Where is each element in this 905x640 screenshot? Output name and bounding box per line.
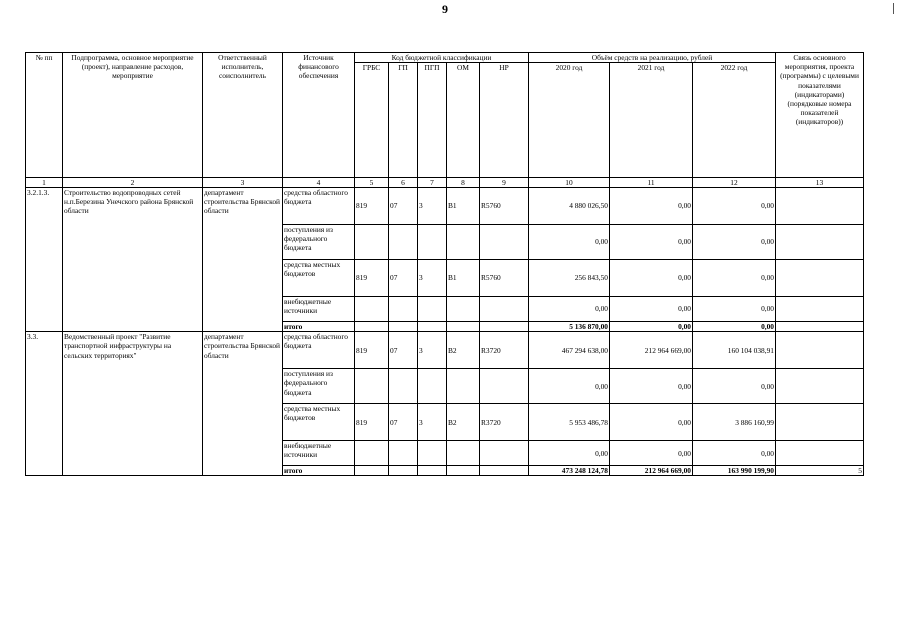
code-grbs: 819 xyxy=(355,332,389,369)
empty-code-cell xyxy=(480,322,529,332)
table-row xyxy=(26,332,864,369)
item-number: 3.2.1.3. xyxy=(26,188,63,332)
empty-code-cell xyxy=(447,322,480,332)
total-2020: 473 248 124,78 xyxy=(529,466,610,476)
amount-2022: 0,00 xyxy=(693,369,776,404)
amount-2022: 0,00 xyxy=(693,297,776,322)
code-pgp: 3 xyxy=(418,260,447,297)
header-no: № пп xyxy=(26,53,63,178)
total-2020: 5 136 870,00 xyxy=(529,322,610,332)
code-om: В1 xyxy=(447,188,480,225)
header-om: ОМ xyxy=(447,63,480,178)
total-indicator-link xyxy=(776,322,864,332)
total-2022: 0,00 xyxy=(693,322,776,332)
amount-2021: 0,00 xyxy=(610,369,693,404)
code-om xyxy=(447,225,480,260)
code-om: В2 xyxy=(447,332,480,369)
budget-table xyxy=(25,52,864,476)
amount-2020: 256 843,50 xyxy=(529,260,610,297)
amount-2020: 0,00 xyxy=(529,225,610,260)
column-number: 4 xyxy=(283,178,355,188)
indicator-link xyxy=(776,404,864,441)
amount-2020: 467 294 638,00 xyxy=(529,332,610,369)
column-number: 9 xyxy=(480,178,529,188)
code-gp xyxy=(389,225,418,260)
funding-source: средства областного бюджета xyxy=(283,332,355,369)
amount-2021: 0,00 xyxy=(610,225,693,260)
header-source: Источник финансового обеспечения xyxy=(283,53,355,178)
header-program: Подпрограмма, основное мероприятие (проект), направление расходов, мероприятие xyxy=(63,53,203,178)
header-row-1 xyxy=(26,53,864,63)
amount-2021: 0,00 xyxy=(610,260,693,297)
indicator-link xyxy=(776,369,864,404)
code-pgp: 3 xyxy=(418,188,447,225)
code-om xyxy=(447,441,480,466)
amount-2022: 0,00 xyxy=(693,225,776,260)
column-number: 5 xyxy=(355,178,389,188)
header-gp: ГП xyxy=(389,63,418,178)
empty-code-cell xyxy=(389,466,418,476)
total-2021: 212 964 669,00 xyxy=(610,466,693,476)
item-name: Ведомственный проект "Развитие транспортной инфраструктуры на сельских территориях" xyxy=(63,332,203,476)
code-gp: 07 xyxy=(389,404,418,441)
amount-2022: 0,00 xyxy=(693,188,776,225)
code-np xyxy=(480,441,529,466)
empty-code-cell xyxy=(447,466,480,476)
amount-2022: 160 104 038,91 xyxy=(693,332,776,369)
funding-source: внебюджетные источники xyxy=(283,297,355,322)
table-row xyxy=(26,188,864,225)
header-2021: 2021 год xyxy=(610,63,693,178)
code-np: R3720 xyxy=(480,404,529,441)
amount-2022: 3 886 160,99 xyxy=(693,404,776,441)
amount-2022: 0,00 xyxy=(693,260,776,297)
code-gp: 07 xyxy=(389,332,418,369)
header-2022: 2022 год xyxy=(693,63,776,178)
header-link: Связь основного мероприятия, проекта (программы) с целевыми показателями (индикаторами) (порядковые номера показателей (индикаторов)) xyxy=(776,53,864,178)
item-executor: департамент строительства Брянской области xyxy=(203,188,283,332)
amount-2020: 0,00 xyxy=(529,369,610,404)
column-number: 13 xyxy=(776,178,864,188)
code-grbs: 819 xyxy=(355,188,389,225)
amount-2021: 0,00 xyxy=(610,297,693,322)
page-number: 9 xyxy=(442,2,448,16)
code-grbs xyxy=(355,369,389,404)
code-grbs xyxy=(355,225,389,260)
code-pgp xyxy=(418,225,447,260)
total-indicator-link: 5 xyxy=(776,466,864,476)
total-2022: 163 990 199,90 xyxy=(693,466,776,476)
empty-code-cell xyxy=(389,322,418,332)
header-grbs: ГРБС xyxy=(355,63,389,178)
amount-2020: 4 880 026,50 xyxy=(529,188,610,225)
amount-2021: 0,00 xyxy=(610,188,693,225)
code-gp xyxy=(389,297,418,322)
code-np: R5760 xyxy=(480,188,529,225)
indicator-link xyxy=(776,260,864,297)
funding-source: средства местных бюджетов xyxy=(283,404,355,441)
item-number: 3.3. xyxy=(26,332,63,476)
column-number: 3 xyxy=(203,178,283,188)
code-gp: 07 xyxy=(389,260,418,297)
indicator-link xyxy=(776,297,864,322)
indicator-link xyxy=(776,188,864,225)
column-number: 10 xyxy=(529,178,610,188)
column-number: 11 xyxy=(610,178,693,188)
item-executor: департамент строительства Брянской области xyxy=(203,332,283,476)
code-pgp: 3 xyxy=(418,332,447,369)
code-om xyxy=(447,297,480,322)
code-grbs xyxy=(355,441,389,466)
code-np xyxy=(480,369,529,404)
header-executor: Ответственный исполнитель, соисполнитель xyxy=(203,53,283,178)
funding-source: средства областного бюджета xyxy=(283,188,355,225)
funding-source: поступления из федерального бюджета xyxy=(283,225,355,260)
code-om: В2 xyxy=(447,404,480,441)
total-label: итого xyxy=(283,322,355,332)
amount-2021: 212 964 669,00 xyxy=(610,332,693,369)
code-gp xyxy=(389,369,418,404)
code-pgp: 3 xyxy=(418,404,447,441)
funding-source: поступления из федерального бюджета xyxy=(283,369,355,404)
indicator-link xyxy=(776,332,864,369)
header-volume-group: Объём средств на реализацию, рублей xyxy=(529,53,776,63)
header-2020: 2020 год xyxy=(529,63,610,178)
column-number: 12 xyxy=(693,178,776,188)
column-number-row xyxy=(26,178,864,188)
column-number: 8 xyxy=(447,178,480,188)
code-grbs: 819 xyxy=(355,260,389,297)
code-np: R5760 xyxy=(480,260,529,297)
code-gp xyxy=(389,441,418,466)
amount-2022: 0,00 xyxy=(693,441,776,466)
code-grbs: 819 xyxy=(355,404,389,441)
funding-source: внебюджетные источники xyxy=(283,441,355,466)
code-grbs xyxy=(355,297,389,322)
empty-code-cell xyxy=(480,466,529,476)
code-om xyxy=(447,369,480,404)
amount-2020: 0,00 xyxy=(529,297,610,322)
code-np xyxy=(480,225,529,260)
code-pgp xyxy=(418,369,447,404)
code-pgp xyxy=(418,441,447,466)
amount-2021: 0,00 xyxy=(610,404,693,441)
amount-2020: 5 953 486,78 xyxy=(529,404,610,441)
code-gp: 07 xyxy=(389,188,418,225)
code-pgp xyxy=(418,297,447,322)
empty-code-cell xyxy=(355,466,389,476)
amount-2020: 0,00 xyxy=(529,441,610,466)
header-pgp: ПГП xyxy=(418,63,447,178)
empty-code-cell xyxy=(355,322,389,332)
header-np: НР xyxy=(480,63,529,178)
column-number: 2 xyxy=(63,178,203,188)
column-number: 6 xyxy=(389,178,418,188)
code-np: R3720 xyxy=(480,332,529,369)
funding-source: средства местных бюджетов xyxy=(283,260,355,297)
item-name: Строительство водопроводных сетей н.п.Березина Унечского района Брянской области xyxy=(63,188,203,332)
empty-code-cell xyxy=(418,466,447,476)
header-budget-code-group: Код бюджетной классификации xyxy=(355,53,529,63)
indicator-link xyxy=(776,441,864,466)
total-2021: 0,00 xyxy=(610,322,693,332)
empty-code-cell xyxy=(418,322,447,332)
column-number: 1 xyxy=(26,178,63,188)
edge-mark xyxy=(893,3,894,14)
column-number: 7 xyxy=(418,178,447,188)
total-label: итого xyxy=(283,466,355,476)
code-om: В1 xyxy=(447,260,480,297)
indicator-link xyxy=(776,225,864,260)
code-np xyxy=(480,297,529,322)
amount-2021: 0,00 xyxy=(610,441,693,466)
